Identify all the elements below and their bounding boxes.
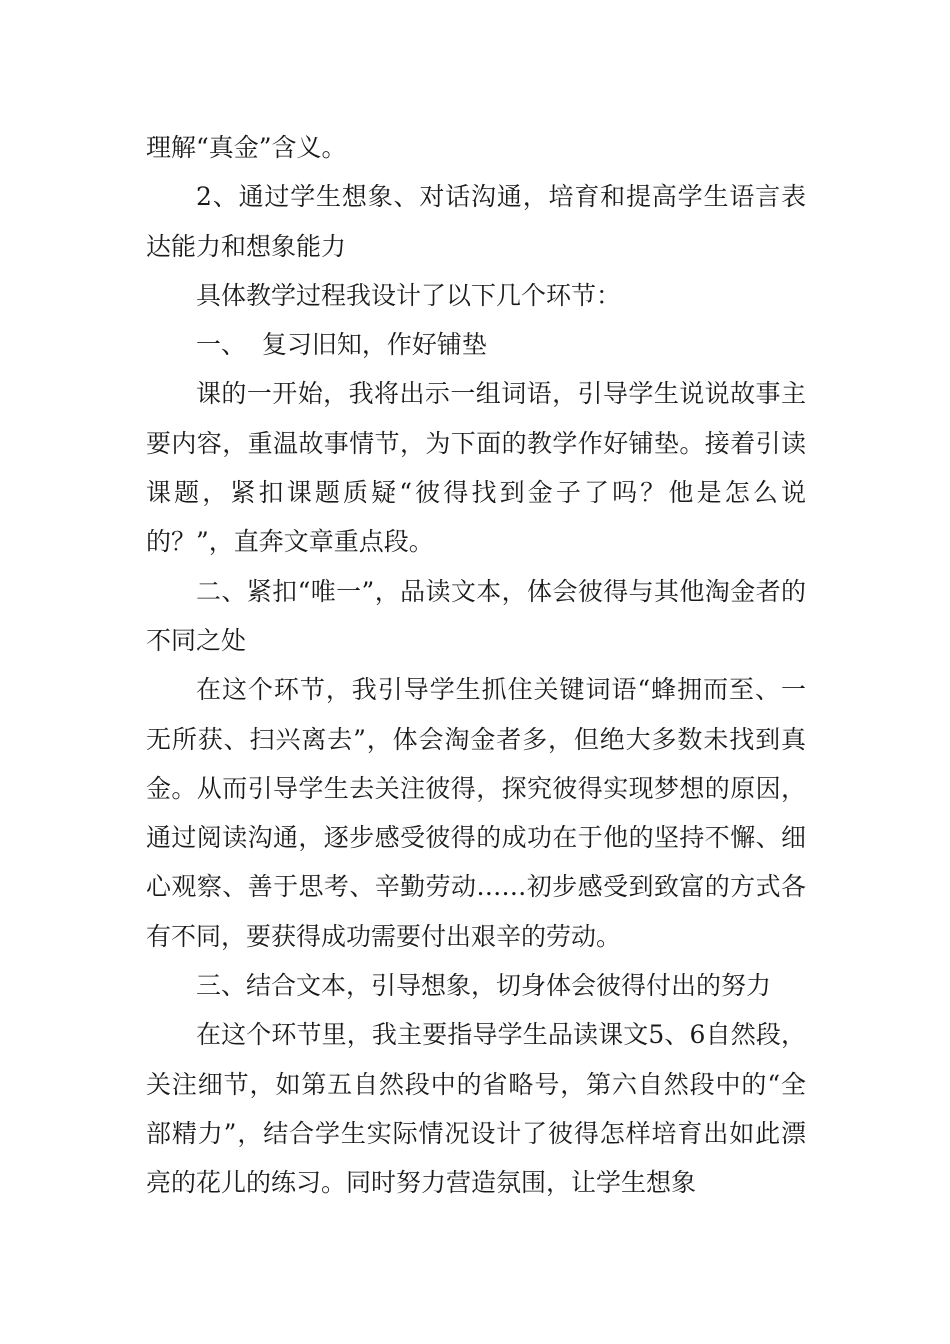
document-body (146, 123, 806, 1208)
heading-section-3: 三、结合文本，引导想象，切身体会彼得付出的努力 (196, 971, 772, 1001)
paragraph-2: 2、通过学生想象、对话沟通，培育和提高学生语言表达能力和想象能力 (146, 182, 806, 261)
heading-section-1: 一、 复习旧知，作好铺垫 (196, 330, 487, 360)
paragraph-3: 具体教学过程我设计了以下几个环节： (196, 280, 622, 310)
paragraph-6: 在这个环节里，我主要指导学生品读课文5、6自然段，关注细节，如第五自然段中的省略号，第六自然段中的“全部精力”，结合学生实际情况设计了彼得怎样培育出如此漂亮的花儿的练习。同时努力营造氛围，让学生想象 (146, 1020, 806, 1198)
heading-section-2: 二、紧扣“唯一”，品读文本，体会彼得与其他淘金者的不同之处 (146, 576, 806, 655)
paragraph-4: 课的一开始，我将出示一组词语，引导学生说说故事主要内容，重温故事情节，为下面的教学作好铺垫。接着引读课题，紧扣课题质疑“彼得找到金子了吗？他是怎么说的？”，直奔文章重点段。 (146, 379, 806, 557)
paragraph-5: 在这个环节，我引导学生抓住关键词语“蜂拥而至、一无所获、扫兴离去”，体会淘金者多，但绝大多数未找到真金。从而引导学生去关注彼得，探究彼得实现梦想的原因，通过阅读沟通，逐步感受彼得的成功在于他的坚持不懈、细心观察、善于思考、辛勤劳动……初步感受到致富的方式各有不同，要获得成功需要付出艰辛的劳动。 (146, 675, 806, 951)
paragraph-1: 理解“真金”含义。 (146, 133, 347, 162)
